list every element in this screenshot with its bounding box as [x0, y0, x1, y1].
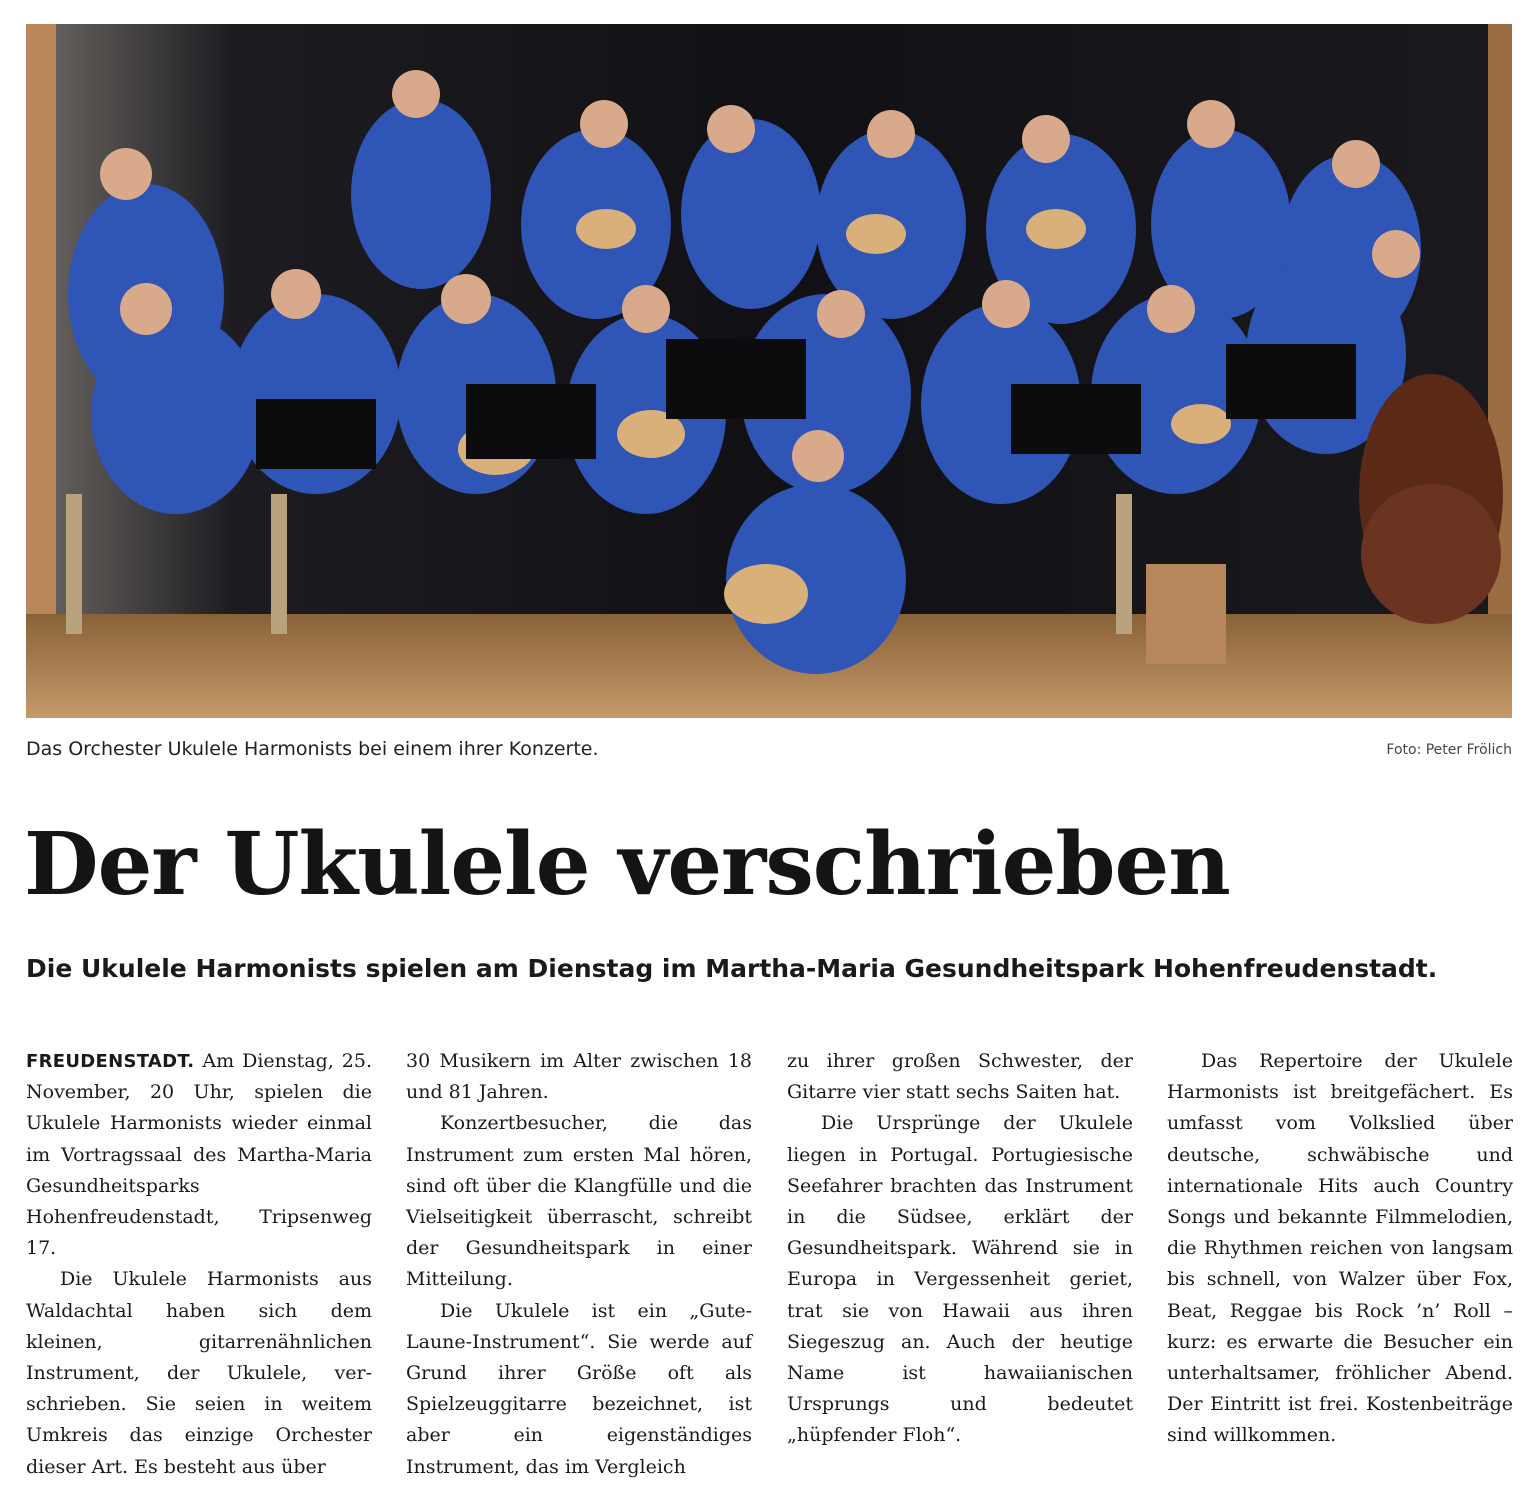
paragraph: Die Ukulele Harmonists aus Waldachtal haben sich dem kleinen, gitarrenähnlichen Instrument, der Ukulele, verschrieben. Sie seien in weitem Umkreis das einzige Orchester dieser Art. Es besteht aus über [26, 1268, 372, 1478]
subheadline: Die Ukulele Harmonists spielen am Dienstag im Martha-Maria Gesundheitspark Hohenfreudenstadt. [26, 954, 1438, 983]
paragraph: Die Ukulele ist ein „Gute-Laune-Instrument“. Sie werde auf Grund ihrer Größe oft als Spielzeuggitarre bezeichnet, ist aber ein eigenständiges Instrument, das im Vergleich [406, 1299, 752, 1478]
paragraph: Die Ursprünge der Ukulele liegen in Portugal. Portugiesische Seefahrer brachten das Instrument in die Südsee, erklärt der Gesundheitspark. Während sie in Europa in Vergessenheit geriet, trat sie von Hawaii aus ihren Siegeszug an. Auch der heutige Name ist hawaiianischen Ursprungs und bedeutet „hüpfender Floh“. [787, 1112, 1133, 1447]
paragraph-text: Am Dienstag, 25. November, 20 Uhr, spielen die Ukulele Harmonists wieder einmal im Vortragssaal des Martha-Maria Gesundheitsparks Hohenfreudenstadt, Tripsenweg 17. [26, 1050, 372, 1260]
article-column-2 [406, 1046, 752, 1483]
photo-credit: Foto: Peter Frölich [1386, 742, 1512, 758]
article-photo [26, 24, 1512, 718]
photo-caption: Das Orchester Ukulele Harmonists bei einem ihrer Konzerte. [26, 738, 599, 760]
article-column-4 [1167, 1046, 1513, 1452]
group-photo-image [26, 24, 1512, 718]
paragraph: Konzertbesucher, die das Instrument zum ersten Mal hören, sind oft über die Klangfülle und die Vielseitigkeit überrascht, schreibt der Gesundheitspark in einer Mitteilung. [406, 1112, 752, 1291]
paragraph: Das Repertoire der Ukulele Harmonists ist breitgefächert. Es umfasst vom Volkslied über deutsche, schwäbische und internationale Hits auch Country Songs und bekannte Filmmelodien, die Rhythmen reichen von langsam bis schnell, von Walzer über Fox, Beat, Reggae bis Rock ’n’ Roll – kurz: es erwarte die Besucher ein unterhaltsamer, fröhlicher Abend. Der Eintritt ist frei. Kostenbeiträge sind willkommen. [1167, 1050, 1513, 1447]
article-column-1 [26, 1046, 372, 1483]
headline: Der Ukulele verschrieben [24, 814, 1230, 915]
paragraph [26, 1046, 372, 1264]
dateline: FREUDENSTADT. [26, 1051, 195, 1072]
paragraph: 30 Musikern im Alter zwischen 18 und 81 Jahren. [406, 1050, 752, 1104]
article-column-3 [787, 1046, 1133, 1452]
paragraph: zu ihrer großen Schwester, der Gitarre vier statt sechs Saiten hat. [787, 1050, 1133, 1104]
